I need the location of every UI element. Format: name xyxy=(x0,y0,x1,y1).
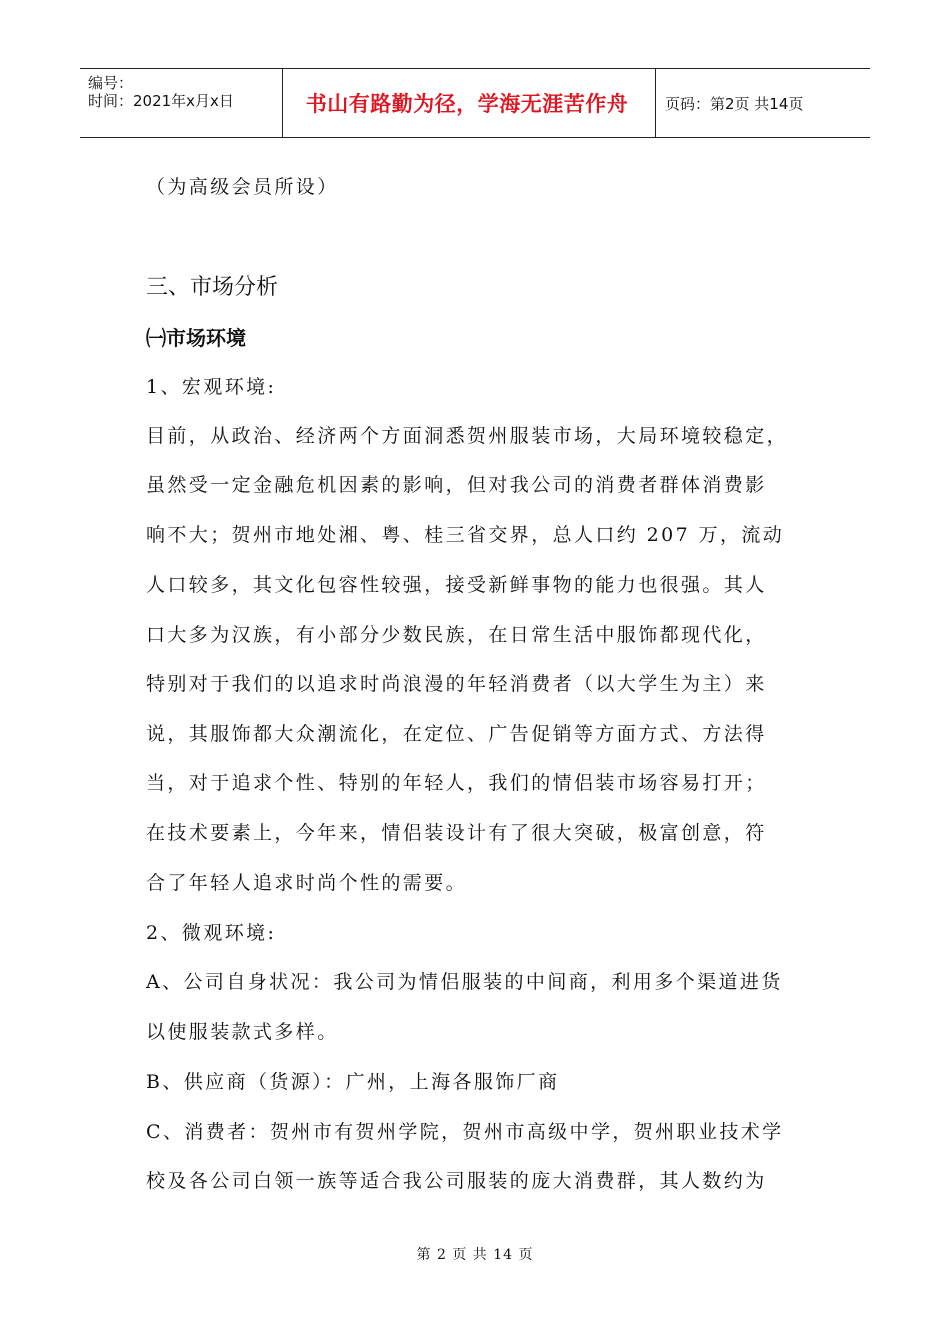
body-line: 以使服装款式多样。 xyxy=(146,1021,339,1043)
body-line: 人口较多，其文化包容性较强，接受新鲜事物的能力也很强。其人 xyxy=(146,574,767,596)
body-line: 口大多为汉族，有小部分少数民族，在日常生活中服饰都现代化， xyxy=(146,624,767,646)
body-line: C、消费者：贺州市有贺州学院，贺州市高级中学，贺州职业技术学 xyxy=(146,1121,784,1143)
body-line: 特别对于我们的以追求时尚浪漫的年轻消费者（以大学生为主）来 xyxy=(146,673,767,695)
body-line: 当，对于追求个性、特别的年轻人，我们的情侣装市场容易打开； xyxy=(146,772,767,794)
body-line: 虽然受一定金融危机因素的影响，但对我公司的消费者群体消费影 xyxy=(146,474,767,496)
member-note: （为高级会员所设） xyxy=(146,176,339,198)
body-line: 合了年轻人追求时尚个性的需要。 xyxy=(146,872,468,894)
body-line: 目前，从政治、经济两个方面洞悉贺州服装市场，大局环境较稳定， xyxy=(146,425,789,447)
subsection-title: ㈠市场环境 xyxy=(146,326,246,350)
header-divider xyxy=(655,69,656,137)
header-motto: 书山有路勤为径，学海无涯苦作舟 xyxy=(305,92,629,116)
header-meta xyxy=(80,69,280,137)
header-page-info: 页码：第2页 共14页 xyxy=(665,94,804,113)
micro-environment-title: 2、微观环境: xyxy=(146,922,277,944)
body-line: 校及各公司白领一族等适合我公司服装的庞大消费群，其人数约为 xyxy=(146,1170,767,1192)
body-line: 说，其服饰都大众潮流化，在定位、广告促销等方面方式、方法得 xyxy=(146,723,767,745)
body-line: A、公司自身状况：我公司为情侣服装的中间商，利用多个渠道进货 xyxy=(146,971,783,993)
page-footer: 第 2 页 共 14 页 xyxy=(416,1247,534,1263)
date-label: 时间：2021年x月x日 xyxy=(88,92,234,110)
number-label: 编号： xyxy=(88,74,134,92)
body-line: 响不大；贺州市地处湘、粤、桂三省交界，总人口约 207 万，流动 xyxy=(146,524,785,546)
section-title: 三、市场分析 xyxy=(146,275,279,300)
body-line: 在技术要素上，今年来，情侣装设计有了很大突破，极富创意，符 xyxy=(146,822,767,844)
body-line: B、供应商（货源）：广州，上海各服饰厂商 xyxy=(146,1071,560,1093)
document-header xyxy=(80,68,870,138)
macro-environment-title: 1、宏观环境: xyxy=(146,376,277,398)
